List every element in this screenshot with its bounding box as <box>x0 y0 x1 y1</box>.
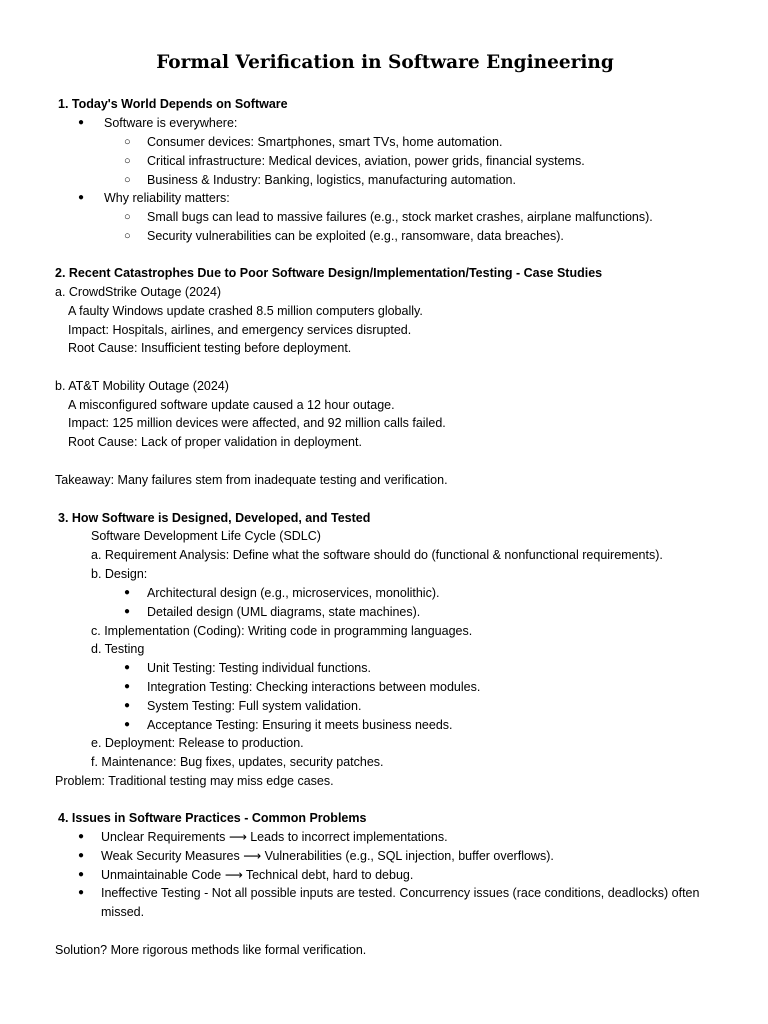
s1-sub-item: Business & Industry: Banking, logistics, manufacturing automation. <box>147 173 516 187</box>
design-item: Detailed design (UML diagrams, state machines). <box>147 605 421 619</box>
bullet-disc-icon: ● <box>124 606 131 617</box>
section-1-heading: 1. Today's World Depends on Software <box>58 97 288 111</box>
testing-item: System Testing: Full system validation. <box>147 699 362 713</box>
s1-bullet-software-everywhere: Software is everywhere: <box>104 116 238 130</box>
bullet-circle-icon: ○ <box>124 136 131 148</box>
sdlc-title: Software Development Life Cycle (SDLC) <box>91 529 321 543</box>
case-study-a-line: Root Cause: Insufficient testing before deployment. <box>68 341 352 355</box>
issue-item: Unmaintainable Code ⟶ Technical debt, hard to debug. <box>101 868 414 882</box>
bullet-disc-icon: ● <box>124 662 131 673</box>
case-study-a-title: a. CrowdStrike Outage (2024) <box>55 285 222 299</box>
document-title: Formal Verification in Software Engineering <box>156 52 614 73</box>
bullet-disc-icon: ● <box>78 887 85 898</box>
sdlc-step-b: b. Design: <box>91 567 148 581</box>
bullet-disc-icon: ● <box>78 117 85 128</box>
bullet-circle-icon: ○ <box>124 230 131 242</box>
bullet-circle-icon: ○ <box>124 155 131 167</box>
sdlc-step-d: d. Testing <box>91 642 145 656</box>
testing-item: Unit Testing: Testing individual functions. <box>147 661 371 675</box>
case-study-a-line: A faulty Windows update crashed 8.5 million computers globally. <box>68 304 423 318</box>
case-study-b-line: Impact: 125 million devices were affected, and 92 million calls failed. <box>68 416 446 430</box>
sdlc-step-a: a. Requirement Analysis: Define what the software should do (functional & nonfunctional requirements). <box>91 548 663 562</box>
bullet-circle-icon: ○ <box>124 211 131 223</box>
sdlc-step-f: f. Maintenance: Bug fixes, updates, security patches. <box>91 755 384 769</box>
section-2-heading: 2. Recent Catastrophes Due to Poor Software Design/Implementation/Testing - Case Studies <box>55 266 603 280</box>
issue-item: Unclear Requirements ⟶ Leads to incorrect implementations. <box>101 830 448 844</box>
section-3-heading: 3. How Software is Designed, Developed, and Tested <box>58 511 371 525</box>
s1-bullet-reliability: Why reliability matters: <box>104 191 230 205</box>
problem-text: Problem: Traditional testing may miss edge cases. <box>55 774 334 788</box>
issue-item: Ineffective Testing - Not all possible inputs are tested. Concurrency issues (race conditions, deadlocks) often missed. <box>101 886 700 919</box>
takeaway-text: Takeaway: Many failures stem from inadequate testing and verification. <box>55 473 448 487</box>
bullet-circle-icon: ○ <box>124 174 131 186</box>
s1-sub-item: Small bugs can lead to massive failures (e.g., stock market crashes, airplane malfunctions). <box>147 210 653 224</box>
sdlc-step-c: c. Implementation (Coding): Writing code in programming languages. <box>91 624 473 638</box>
bullet-disc-icon: ● <box>124 587 131 598</box>
bullet-disc-icon: ● <box>78 192 85 203</box>
s1-sub-item: Security vulnerabilities can be exploited (e.g., ransomware, data breaches). <box>147 229 564 243</box>
case-study-b-title: b. AT&T Mobility Outage (2024) <box>55 379 229 393</box>
bullet-disc-icon: ● <box>124 700 131 711</box>
solution-text: Solution? More rigorous methods like formal verification. <box>55 943 367 957</box>
design-item: Architectural design (e.g., microservices, monolithic). <box>147 586 440 600</box>
bullet-disc-icon: ● <box>124 719 131 730</box>
testing-item: Integration Testing: Checking interactions between modules. <box>147 680 481 694</box>
bullet-disc-icon: ● <box>78 869 85 880</box>
section-4-heading: 4. Issues in Software Practices - Common Problems <box>58 811 367 825</box>
issue-item: Weak Security Measures ⟶ Vulnerabilities (e.g., SQL injection, buffer overflows). <box>101 849 554 863</box>
bullet-disc-icon: ● <box>124 681 131 692</box>
bullet-disc-icon: ● <box>78 850 85 861</box>
testing-item: Acceptance Testing: Ensuring it meets business needs. <box>147 718 453 732</box>
sdlc-step-e: e. Deployment: Release to production. <box>91 736 304 750</box>
bullet-disc-icon: ● <box>78 831 85 842</box>
case-study-a-line: Impact: Hospitals, airlines, and emergency services disrupted. <box>68 323 412 337</box>
case-study-b-line: A misconfigured software update caused a 12 hour outage. <box>68 398 395 412</box>
case-study-b-line: Root Cause: Lack of proper validation in deployment. <box>68 435 362 449</box>
s1-sub-item: Critical infrastructure: Medical devices, aviation, power grids, financial systems. <box>147 154 585 168</box>
s1-sub-item: Consumer devices: Smartphones, smart TVs, home automation. <box>147 135 503 149</box>
